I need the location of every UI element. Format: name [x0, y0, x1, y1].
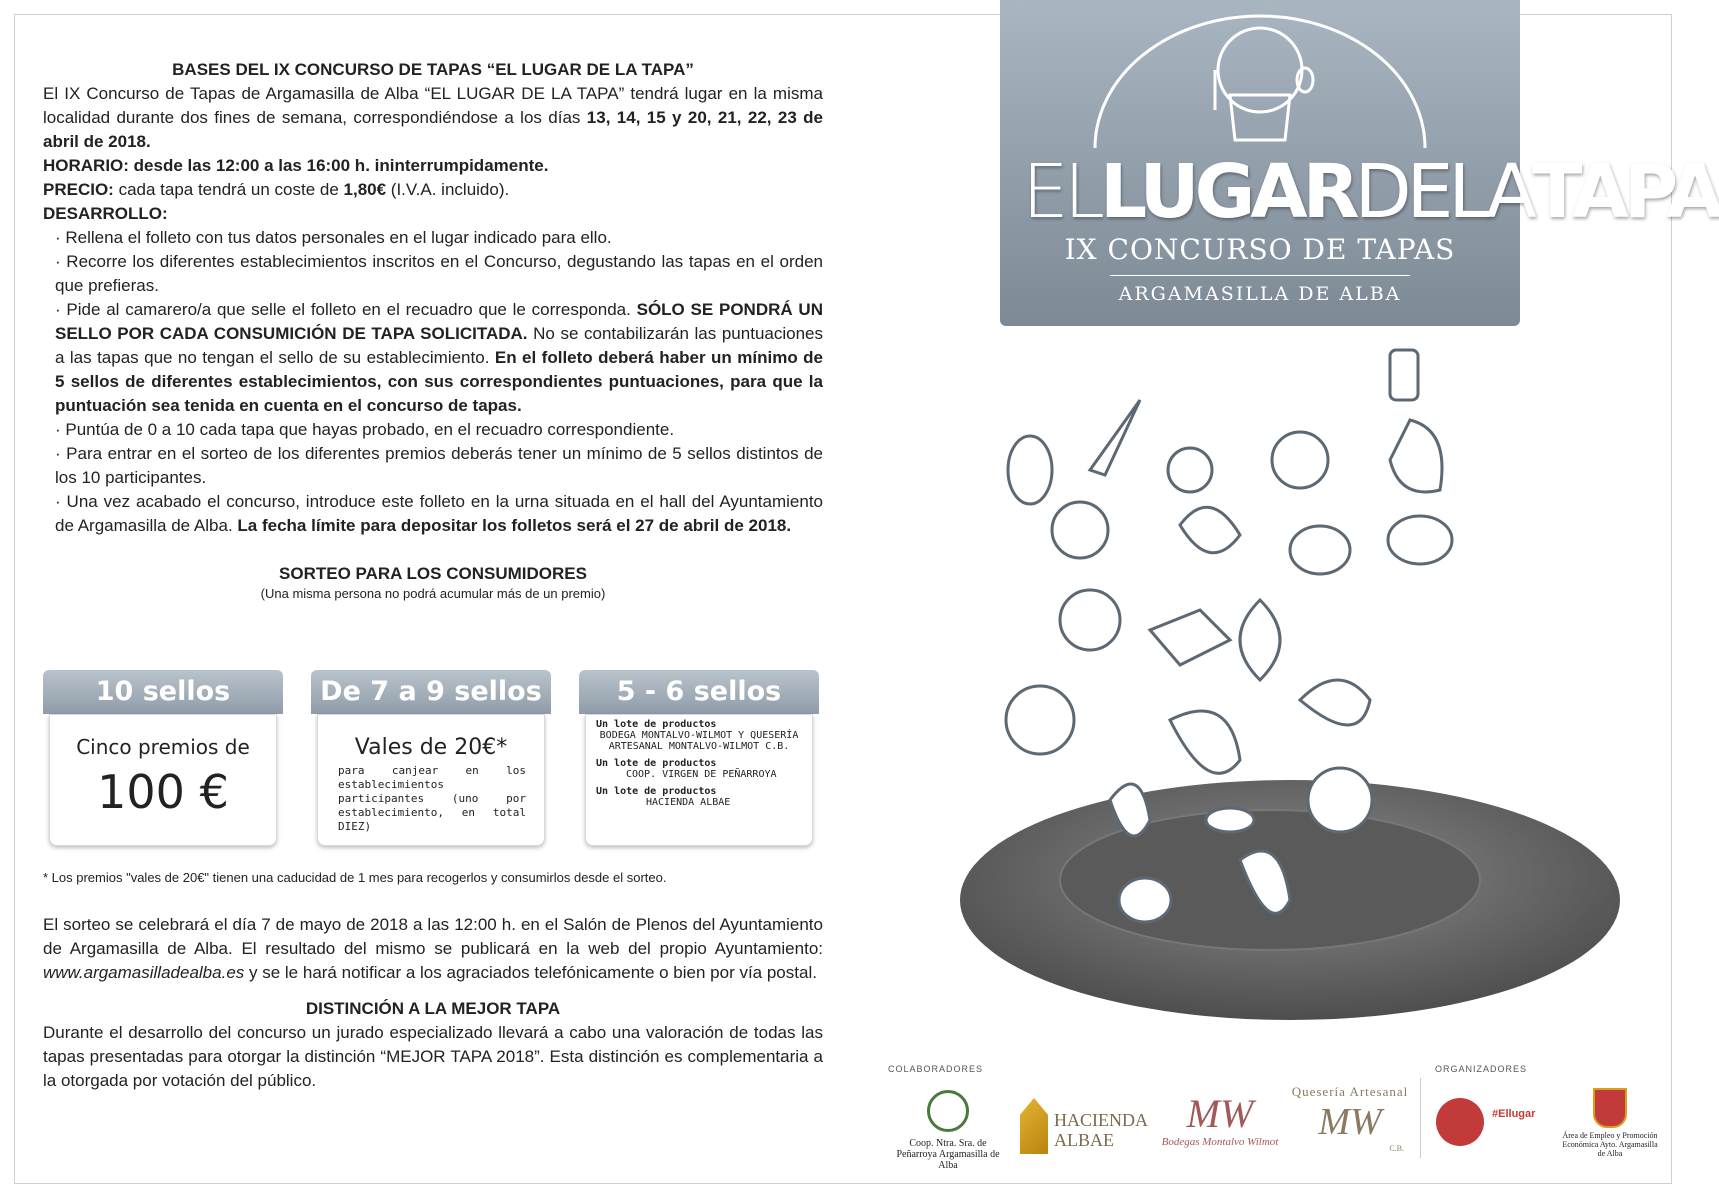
- eggplant-icon: [1008, 436, 1052, 504]
- ellugar-emblem-icon: [1436, 1098, 1484, 1146]
- logo-divider: [1420, 1078, 1421, 1158]
- onion-icon: [1060, 590, 1120, 650]
- garlic-icon: [1240, 600, 1280, 680]
- rule-2: · Recorre los diferentes establecimientos inscritos en el Concurso, degustando las tapas en el orden que prefieras.: [55, 252, 823, 295]
- bodegas-mark: MW: [1186, 1091, 1254, 1136]
- rule-4: · Puntúa de 0 a 10 cada tapa que hayas probado, en el recuadro correspondiente.: [55, 420, 675, 439]
- prize-desc: para canjear en los establecimientos participantes (uno por establecimiento, en total DIEZ): [338, 764, 526, 833]
- prize-header: 5 - 6 sellos: [579, 670, 819, 714]
- lote-2-desc: COOP. VIRGEN DE PEÑARROYA: [626, 769, 777, 780]
- rule-5: · Para entrar en el sorteo de los diferentes premios deberás tener un mínimo de 5 sellos distintos de los 10 participantes.: [55, 444, 823, 487]
- rule-6: · Una vez acabado el concurso, introduce este folleto en la urna situada en el hall del Ayuntamiento de Argamasilla de Alba. La fecha límite para depositar los folletos será el 27 de abril de 2018.: [55, 492, 823, 535]
- basil-icon: [1180, 507, 1240, 553]
- lote-2-label: Un lote de productos: [596, 758, 717, 769]
- lemon-icon: [1272, 432, 1328, 488]
- food-illustration: [940, 340, 1640, 1060]
- carrot-icon: [1090, 400, 1140, 475]
- hacienda-word-1: HACIENDA: [1054, 1110, 1148, 1130]
- mushroom-icon: [1168, 448, 1212, 492]
- prize-5-6-sellos: [579, 670, 819, 850]
- prize-10-sellos: [43, 670, 283, 850]
- tomato-slice-icon: [1119, 878, 1171, 922]
- potato-icon: [1388, 516, 1452, 564]
- prize-line: Vales de 20€*: [354, 735, 508, 760]
- horario: HORARIO: desde las 12:00 a las 16:00 h. ininterrumpidamente.: [43, 156, 549, 175]
- brand-title: ELLUGARDELATAPA: [1022, 149, 1719, 235]
- lote-1-desc: BODEGA MONTALVO-WILMOT Y QUESERÍA ARTESANAL MONTALVO-WILMOT C.B.: [599, 730, 799, 752]
- rule-1: · Rellena el folleto con tus datos personales en el lugar indicado para ello.: [55, 228, 612, 247]
- prize-row: [43, 670, 823, 855]
- brand-town: ARGAMASILLA DE ALBA: [1118, 283, 1402, 305]
- area-name: Área de Empleo y Promoción Económica Ayto. Argamasilla de Alba: [1562, 1131, 1658, 1158]
- prize-amount: 100 €: [97, 765, 229, 819]
- brand-subtitle: IX CONCURSO DE TAPAS: [1064, 233, 1456, 266]
- rule-3: · Pide al camarero/a que selle el folleto en el recuadro que le corresponda. SÓLO SE PONDRÁ UN SELLO POR CADA CONSUMICIÓN DE TAPA SOLICITADA. No se contabilizarán las puntuaciones a las tapas que no tengan el sello de su establecimiento. En el folleto deberá haber un mínimo de 5 sellos de diferentes establecimientos, con sus correspondientes puntuaciones, para que la puntuación sea tenida en cuenta en el concurso de tapas.: [55, 300, 823, 415]
- prize-header: De 7 a 9 sellos: [311, 670, 551, 714]
- bases-intro: El IX Concurso de Tapas de Argamasilla de Alba “EL LUGAR DE LA TAPA” tendrá lugar en la misma localidad durante dos fines de semana, correspondiéndose a los días 13, 14, 15 y 20, 21, 22, 23 de abril de 2018.: [43, 84, 823, 151]
- pepper-slice-icon: [1300, 680, 1370, 725]
- ayuntamiento-logo: [1560, 1088, 1660, 1166]
- coop-emblem-icon: [927, 1090, 969, 1132]
- coop-name: Coop. Ntra. Sra. de Peñarroya Argamasilla de Alba: [896, 1138, 1000, 1171]
- left-column: [43, 60, 823, 601]
- prize-body: [49, 714, 277, 846]
- hacienda-emblem-icon: [1020, 1098, 1048, 1154]
- organizadores-label: ORGANIZADORES: [1435, 1064, 1528, 1074]
- broccoli-icon: [1290, 526, 1350, 574]
- bodegas-logo: [1160, 1092, 1280, 1158]
- sorteo-details: [43, 913, 823, 1093]
- queseria-mark: MW: [1318, 1101, 1382, 1143]
- queseria-logo: [1290, 1084, 1410, 1164]
- cheese-icon: [1150, 610, 1230, 665]
- bodegas-name: Bodegas Montalvo Wilmot: [1161, 1136, 1279, 1148]
- prize-body: [585, 714, 813, 846]
- colaboradores-label: COLABORADORES: [888, 1064, 984, 1074]
- lote-3-label: Un lote de productos: [596, 786, 717, 797]
- prize-7-9-sellos: [311, 670, 551, 850]
- precio: PRECIO: cada tapa tendrá un coste de 1,80€ (I.V.A. incluido).: [43, 180, 510, 199]
- tomato-2-icon: [1308, 768, 1372, 832]
- desarrollo-heading: DESARROLLO:: [43, 204, 168, 223]
- brand-panel: [1000, 0, 1719, 326]
- hacienda-word-2: ALBAE: [1054, 1130, 1114, 1150]
- onion-slice-icon: [1006, 686, 1074, 754]
- footnote: * Los premios "vales de 20€" tienen una caducidad de 1 mes para recogerlos y consumirlos desde el sorteo.: [43, 870, 667, 885]
- hacienda-logo: [1020, 1098, 1170, 1158]
- sorteo-subtitle: (Una misma persona no podrá acumular más de un premio): [260, 586, 606, 601]
- olives-icon: [1206, 808, 1254, 832]
- prize-header: 10 sellos: [43, 670, 283, 714]
- salt-shaker-icon: [1390, 350, 1418, 400]
- distincion-text: Durante el desarrollo del concurso un jurado especializado llevará a cabo una valoración de todas las tapas presentadas para otorgar la distinción “MEJOR TAPA 2018”. Esta distinción es complementaria a la otorgada por votación del público.: [43, 1023, 823, 1090]
- bases-title: BASES DEL IX CONCURSO DE TAPAS “EL LUGAR DE LA TAPA”: [172, 60, 694, 79]
- sorteo-title: SORTEO PARA LOS CONSUMIDORES: [279, 564, 587, 583]
- lote-3-desc: HACIENDA ALBAE: [646, 797, 731, 808]
- ellugar-logo: [1436, 1092, 1556, 1158]
- queseria-cb: C.B.: [1389, 1144, 1404, 1153]
- ellugar-name: #Ellugar: [1492, 1108, 1536, 1120]
- coat-of-arms-icon: [1593, 1088, 1627, 1128]
- web-link[interactable]: www.argamasilladealba.es: [43, 963, 245, 982]
- pepper-icon: [1390, 420, 1442, 492]
- shrimp-icon: [1170, 711, 1240, 773]
- queseria-name: Quesería Artesanal: [1291, 1084, 1409, 1099]
- divider: [1110, 275, 1410, 276]
- coop-logo: [888, 1090, 1008, 1171]
- distincion-title: DISTINCIÓN A LA MEJOR TAPA: [305, 999, 561, 1018]
- sorteo-date: El sorteo se celebrará el día 7 de mayo de 2018 a las 12:00 h. en el Salón de Plenos del Ayuntamiento de Argamasilla de Alba. El resultado del mismo se publicará en la web del propio Ayuntamiento: www.argamasilladealba.es y se le hará notificar a los agraciados telefónicamente o bien por vía postal.: [43, 915, 823, 982]
- prize-body: [317, 714, 545, 846]
- prize-line: Cinco premios de: [76, 735, 250, 759]
- lote-1-label: Un lote de productos: [596, 719, 717, 730]
- tomato-icon: [1052, 502, 1108, 558]
